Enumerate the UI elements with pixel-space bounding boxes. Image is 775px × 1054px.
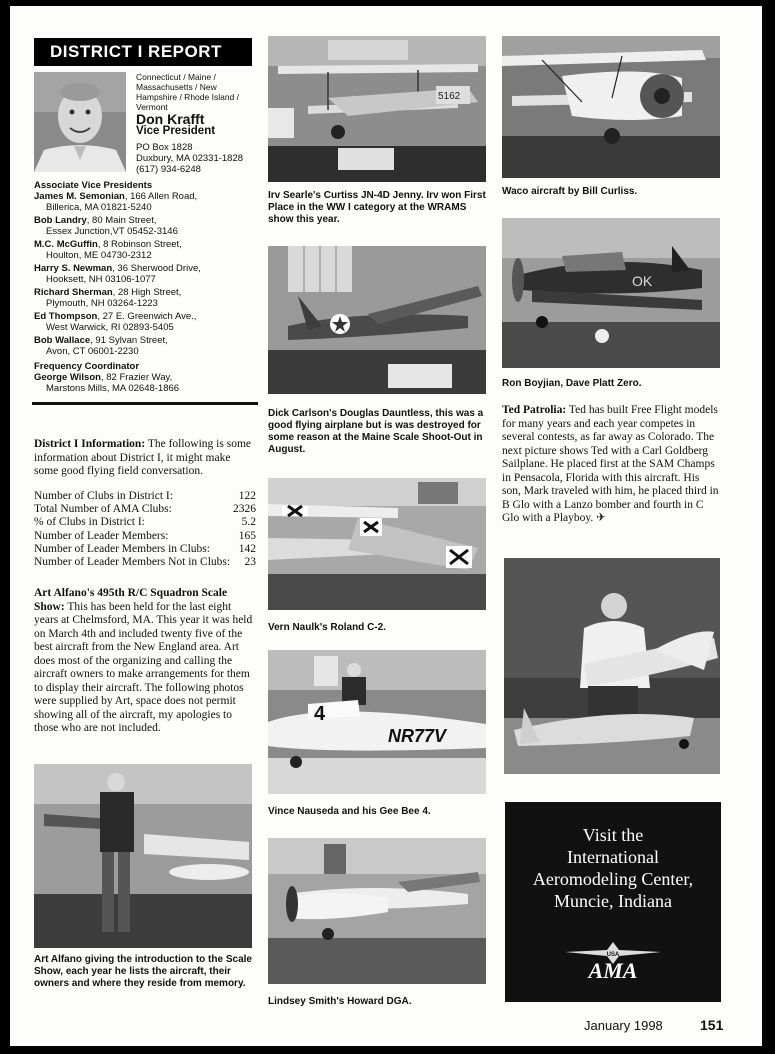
frequency-coordinator-name: George Wilson [34,372,101,383]
scale-show-paragraph [34,587,256,736]
caption-zero: Ron Boyjian, Dave Platt Zero. [502,378,642,389]
associate-vp-entry [34,263,256,285]
photo-dauntless [268,246,486,394]
associate-vp-city: Houlton, ME 04730-2312 [46,250,152,261]
vp-address [136,142,243,175]
associate-vp-city: Essex Junction,VT 05452-3146 [46,226,178,237]
caption-roland: Vern Naulk's Roland C-2. [268,622,386,633]
associate-vp-name: Harry S. Newman [34,263,113,274]
photo-waco [502,36,720,178]
vp-title: Vice President [136,125,216,137]
photo-ted-patrolia [504,558,720,774]
associate-vp-city: Avon, CT 06001-2230 [46,346,139,357]
vp-address-line: Duxbury, MA 02331-1828 [136,153,244,164]
stats-row [34,543,256,556]
ted-patrolia-lead: Ted Patrolia: [502,404,567,416]
caption-howard: Lindsey Smith's Howard DGA. [268,996,412,1007]
associate-vp-address: , 166 Allen Road, [124,191,198,202]
stats-value: 142 [238,542,256,555]
associate-vp-address: , 27 E. Greenwich Ave., [97,311,197,322]
stats-value: 2326 [233,503,256,516]
vp-name: Don Krafft [136,111,205,127]
associate-vp-address: , 8 Robinson Street, [97,239,182,250]
ad-line: Aeromodeling Center, [532,869,694,889]
district-states: Connecticut / Maine / Massachusetts / New Hampshire / Rhode Island / Vermont [136,72,239,112]
stats-label: Number of Clubs in District I: [34,490,173,502]
svg-text:OK: OK [632,273,653,289]
ted-patrolia-paragraph [502,404,720,526]
associate-vp-city: Billerica, MA 01821-5240 [46,202,152,213]
ad-line: Visit the [582,825,644,845]
ad-line: Muncie, Indiana [554,891,672,911]
caption-geebee: Vince Nauseda and his Gee Bee 4. [268,806,431,817]
stats-label: % of Clubs in District I: [34,516,145,529]
photo-howard [268,838,486,984]
jenny-tail-number: 5162 [438,91,461,102]
associate-vp-name: M.C. McGuffin [34,239,98,250]
ama-logo [563,938,663,982]
associate-vp-name: Ed Thompson [34,311,98,322]
stats-row [34,516,256,529]
vp-address-line: PO Box 1828 [136,142,193,153]
associate-vp-name: James M. Semonian [34,191,125,202]
stats-row [34,490,256,503]
vp-portrait-photo [34,72,126,172]
geebee-race-number: 4 [314,703,326,725]
stats-row [34,503,256,516]
stats-row [34,556,256,569]
district-info-paragraph [34,438,256,479]
associate-vp-address: , 28 High Street, [112,287,182,298]
stats-label: Total Number of AMA Clubs: [34,503,172,516]
associate-vp-name: Bob Landry [34,215,87,226]
associate-vp-address: , 36 Sherwood Drive, [112,263,201,274]
magazine-page [10,6,762,1046]
caption-dauntless: Dick Carlson's Douglas Dauntless, this was a good flying airplane but is was destroyed for some reason at the Maine Scale Shoot-Out in August. [268,408,484,455]
photo-roland [268,478,486,610]
associate-vp-entry [34,215,256,237]
scale-show-text: This has been held for the last eight years at Chelmsford, MA. This year it was held on March 4th and included twenty five of the best aircraft from the New England area. Art does most of the organizing and calling the aircraft owners to make arrangements for them to display their aircraft. The following photos were supplied by Art, space does not permit showing all of the aircraft, my apologies to those who are not included. [34,600,253,734]
associate-vp-entry [34,239,256,261]
frequency-coordinator-entry [34,372,256,394]
frequency-coordinator-address: , 82 Frazier Way, [100,372,173,383]
district-info-text: The following is some information about District I, it might make some good flying field conversation. [34,438,251,477]
frequency-coordinator-city: Marstons Mills, MA 02648-1866 [46,383,180,394]
associate-vp-city: Hooksett, NH 03106-1077 [46,274,156,285]
ama-logo-sub: USA [606,952,620,958]
caption-art-alfano: Art Alfano giving the introduction to the Scale Show, each year he lists the aircraft, their owners and where they reside from memory. [34,954,252,989]
associate-vp-list [34,180,256,396]
stats-value: 23 [244,556,256,569]
associate-vp-name: Bob Wallace [34,335,91,346]
ted-patrolia-text: Ted has built Free Flight models for many years and each year competes in several contests, as far away as Colorado. The next picture shows Ted with a Carl Goldberg Sailplane. He placed first at the SAM Champs in Pensacola, Florida with this aircraft. His son, Mark traveled with him, he placed third in B Glo with a Lanzo bomber and fourth in C Glo with a Playboy. [502,404,719,524]
frequency-coordinator-heading: Frequency Coordinator [34,361,140,372]
ama-ad[interactable] [505,802,721,1002]
associate-vp-city: Plymouth, NH 03264-1223 [46,298,158,309]
ad-line: International [567,847,659,867]
associate-vp-entry [34,191,256,213]
end-mark-icon: ✈ [596,512,606,524]
associate-vp-city: West Warwick, RI 02893-5405 [46,322,174,333]
photo-art-alfano [34,764,252,948]
caption-waco: Waco aircraft by Bill Curliss. [502,186,638,197]
page-number: 151 [700,1017,724,1033]
associate-vp-heading: Associate Vice Presidents [34,180,153,191]
associate-vp-address: , 80 Main Street, [86,215,157,226]
stats-row [34,530,256,543]
stats-label: Number of Leader Members Not in Clubs: [34,556,231,569]
stats-value: 122 [238,490,256,502]
section-divider [32,402,258,405]
district-report-banner: DISTRICT I REPORT [34,38,252,66]
associate-vp-entry [34,335,256,357]
stats-value: 165 [238,529,256,542]
associate-vp-entry [34,287,256,309]
stats-label: Number of Leader Members: [34,529,169,542]
stats-value: 5.2 [241,516,256,529]
stats-label: Number of Leader Members in Clubs: [34,542,210,555]
vp-address-line: (617) 934-6248 [136,164,201,175]
district-stats-table [34,490,256,569]
ama-logo-text: AMA [588,958,638,982]
district-info-lead: District I Information: [34,438,146,450]
associate-vp-address: , 91 Sylvan Street, [90,335,168,346]
photo-geebee [268,650,486,794]
geebee-registration: NR77V [388,726,447,746]
footer-date: January 1998 [584,1018,663,1033]
associate-vp-name: Richard Sherman [34,287,113,298]
associate-vp-entry [34,311,256,333]
photo-jenny [268,36,486,182]
caption-jenny: Irv Searle's Curtiss JN-4D Jenny. Irv won First Place in the WW I category at the WRAMS show this year. [268,190,486,225]
photo-zero [502,218,720,368]
scale-show-lead: Art Alfano's 495th R/C Squadron Scale Show: [34,587,228,613]
